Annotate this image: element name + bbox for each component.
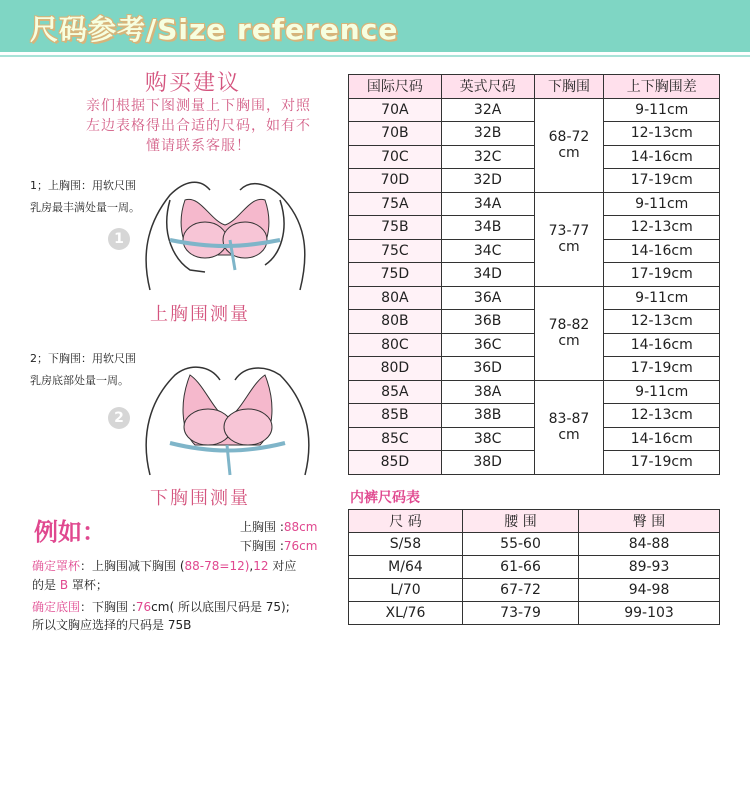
step-2-badge: 2: [108, 407, 130, 429]
intl-size-cell: 80D: [349, 357, 442, 381]
intl-size-cell: 80B: [349, 310, 442, 334]
hip-cell: 94-98: [579, 579, 720, 602]
difference-cell: 9-11cm: [604, 286, 720, 310]
intl-size-cell: 75A: [349, 192, 442, 216]
size-cell: XL/76: [349, 602, 463, 625]
difference-cell: 14-16cm: [604, 145, 720, 169]
uk-size-cell: 38A: [441, 380, 534, 404]
under-bust-range: 73-77: [548, 223, 590, 239]
step-1-badge: 1: [108, 228, 130, 250]
cup-num: 12: [253, 559, 269, 573]
upper-bust-label: 上胸围测量: [150, 304, 250, 325]
under-bust-cell: [534, 380, 604, 474]
step-note-line: 2；下胸围：用软尺围: [30, 352, 136, 365]
uk-size-cell: 36B: [441, 310, 534, 334]
difference-cell: 9-11cm: [604, 380, 720, 404]
uk-size-cell: 36A: [441, 286, 534, 310]
intl-size-cell: 85C: [349, 427, 442, 451]
hip-cell: 84-88: [579, 533, 720, 556]
intl-size-cell: 80A: [349, 286, 442, 310]
under-bust-cell: [534, 286, 604, 380]
uk-size-cell: 32B: [441, 122, 534, 146]
waist-cell: 67-72: [462, 579, 578, 602]
step-note-line: 乳房底部处量一周。: [30, 374, 129, 387]
example-upper-bust: [240, 518, 317, 535]
under-bust-label: 下胸围测量: [150, 488, 250, 509]
difference-cell: 17-19cm: [604, 169, 720, 193]
cup-text-2: 对应: [268, 559, 297, 573]
step-note-line: 1；上胸围：用软尺围: [30, 179, 136, 192]
difference-cell: 9-11cm: [604, 192, 720, 216]
advice-heading: 购买建议: [145, 71, 242, 96]
band-key: 确定底围: [32, 600, 81, 614]
step-1-note: [30, 175, 140, 219]
uk-size-cell: 32A: [441, 98, 534, 122]
intl-size-cell: 75C: [349, 239, 442, 263]
header-banner: [0, 0, 750, 55]
underwear-table-title: 内裤尺码表: [350, 490, 420, 506]
intl-size-cell: 75D: [349, 263, 442, 287]
advice-line: 懂请联系客服！: [146, 138, 251, 154]
table-header-row: [349, 75, 720, 99]
table-header-row: [349, 510, 720, 533]
intl-size-cell: 85A: [349, 380, 442, 404]
table-row: [349, 192, 720, 216]
difference-cell: 17-19cm: [604, 263, 720, 287]
table-row: [349, 579, 720, 602]
uk-size-cell: 34C: [441, 239, 534, 263]
under-bust-range: 83-87: [548, 411, 590, 427]
table-row: [349, 533, 720, 556]
intl-size-cell: 70D: [349, 169, 442, 193]
under-bust-unit: cm: [558, 427, 580, 443]
example-conclusion: 所以文胸应选择的尺码是 75B: [32, 618, 192, 632]
table-row: [349, 602, 720, 625]
band-value: 76: [135, 600, 152, 614]
difference-cell: 14-16cm: [604, 333, 720, 357]
difference-cell: 14-16cm: [604, 427, 720, 451]
table-row: [349, 380, 720, 404]
uk-size-cell: 36C: [441, 333, 534, 357]
uk-size-cell: 32D: [441, 169, 534, 193]
table-row: [349, 556, 720, 579]
difference-cell: 14-16cm: [604, 239, 720, 263]
under-bust-unit: cm: [558, 239, 580, 255]
uk-size-cell: 36D: [441, 357, 534, 381]
cup-key: 确定罩杯: [32, 559, 81, 573]
uk-size-cell: 38C: [441, 427, 534, 451]
underwear-size-table: [348, 509, 720, 625]
uk-size-cell: 34D: [441, 263, 534, 287]
example-under-value: 76cm: [283, 539, 318, 553]
example-title: 例如：: [34, 518, 106, 546]
difference-cell: 17-19cm: [604, 357, 720, 381]
example-cup-line: [32, 557, 296, 574]
page-title: 尺码参考/Size reference: [30, 13, 399, 46]
intl-size-cell: 70A: [349, 98, 442, 122]
intl-size-cell: 70B: [349, 122, 442, 146]
difference-cell: 9-11cm: [604, 98, 720, 122]
step-note-line: 乳房最丰满处量一周。: [30, 201, 140, 214]
uk-size-cell: 34A: [441, 192, 534, 216]
table-row: [349, 286, 720, 310]
hip-cell: 89-93: [579, 556, 720, 579]
under-bust-cell: [534, 192, 604, 286]
header-waist: 腰 围: [462, 510, 578, 533]
cup-calc: 88-78=12): [184, 559, 250, 573]
size-cell: L/70: [349, 579, 463, 602]
uk-size-cell: 38B: [441, 404, 534, 428]
under-bust-cell: [534, 98, 604, 192]
example-cup-line-2: [32, 576, 108, 593]
difference-cell: 12-13cm: [604, 310, 720, 334]
header-difference: 上下胸围差: [604, 75, 720, 99]
advice-line: 亲们根据下图测量上下胸围，对照: [86, 98, 311, 114]
under-bust-unit: cm: [558, 145, 580, 161]
example-upper-value: 88cm: [283, 520, 318, 534]
table-row: [349, 98, 720, 122]
cup-text-3: 的是: [32, 578, 60, 592]
cup-letter: B: [59, 578, 69, 592]
header-hip: 臀 围: [579, 510, 720, 533]
size-cell: M/64: [349, 556, 463, 579]
uk-size-cell: 34B: [441, 216, 534, 240]
under-bust-range: 68-72: [548, 129, 590, 145]
waist-cell: 55-60: [462, 533, 578, 556]
intl-size-cell: 70C: [349, 145, 442, 169]
header-intl-size: 国际尺码: [349, 75, 442, 99]
cup-text: ：上胸围减下胸围 (: [80, 559, 185, 573]
example-upper-label: 上胸围 :: [240, 520, 284, 534]
waist-cell: 73-79: [462, 602, 578, 625]
under-bust-illustration: [130, 345, 320, 480]
difference-cell: 17-19cm: [604, 451, 720, 475]
intl-size-cell: 75B: [349, 216, 442, 240]
uk-size-cell: 32C: [441, 145, 534, 169]
difference-cell: 12-13cm: [604, 122, 720, 146]
example-band-line: [32, 598, 290, 615]
size-cell: S/58: [349, 533, 463, 556]
difference-cell: 12-13cm: [604, 404, 720, 428]
intl-size-cell: 85D: [349, 451, 442, 475]
band-text: ：下胸围 :: [80, 600, 136, 614]
header-size: 尺 码: [349, 510, 463, 533]
example-under-bust: [240, 537, 317, 554]
uk-size-cell: 38D: [441, 451, 534, 475]
intl-size-cell: 85B: [349, 404, 442, 428]
hip-cell: 99-103: [579, 602, 720, 625]
band-text-2: cm( 所以底围尺码是 75);: [151, 600, 290, 614]
cup-comma: ,: [249, 559, 254, 573]
cup-text-4: 罩杯；: [68, 578, 108, 592]
header-under-bust: 下胸围: [534, 75, 604, 99]
upper-bust-illustration: [130, 160, 320, 295]
intl-size-cell: 80C: [349, 333, 442, 357]
waist-cell: 61-66: [462, 556, 578, 579]
under-bust-range: 78-82: [548, 317, 590, 333]
advice-text: [66, 96, 331, 156]
bra-size-table: [348, 74, 720, 475]
example-under-label: 下胸围 :: [240, 539, 284, 553]
header-uk-size: 英式尺码: [441, 75, 534, 99]
under-bust-unit: cm: [558, 333, 580, 349]
difference-cell: 12-13cm: [604, 216, 720, 240]
advice-line: 左边表格得出合适的尺码，如有不: [86, 118, 311, 134]
step-2-note: [30, 348, 136, 392]
